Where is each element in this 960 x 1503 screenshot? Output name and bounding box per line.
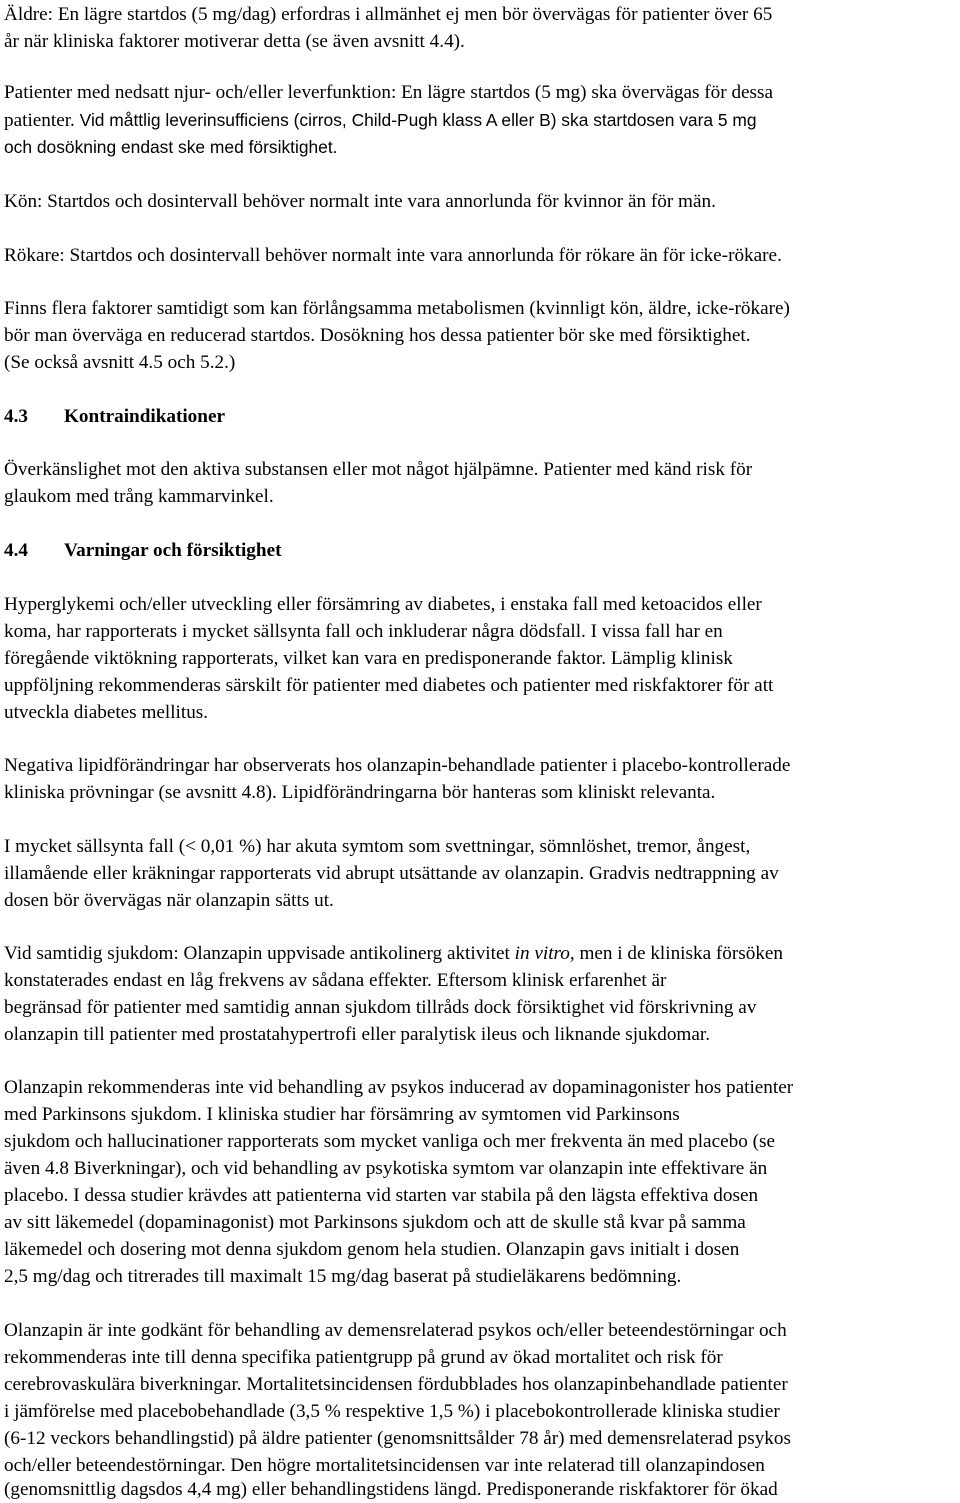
text-line: och/eller beteendestörningar. Den högre mortalitetsincidensen var inte relaterad till olanzapindosen xyxy=(4,1455,765,1476)
text-line: Olanzapin är inte godkänt för behandling av demensrelaterad psykos och/eller beteendestörningar och xyxy=(4,1320,787,1341)
section-heading-4-3 xyxy=(4,403,225,430)
text-line: av sitt läkemedel (dopaminagonist) mot Parkinsons sjukdom och att de skulle stå kvar på samma xyxy=(4,1212,746,1233)
text-segment-sans: Vid måttlig leverinsufficiens (cirros, Child-Pugh klass A eller B) ska startdosen vara 5 mg xyxy=(79,110,757,130)
text-segment: men i de kliniska försöken xyxy=(574,943,784,964)
text-line: (6-12 veckors behandlingstid) på äldre patienter (genomsnittsålder 78 år) med demensrelaterad psykos xyxy=(4,1428,791,1449)
text-line: Olanzapin rekommenderas inte vid behandling av psykos inducerad av dopaminagonister hos patienter xyxy=(4,1077,794,1098)
text-line: Äldre: En lägre startdos (5 mg/dag) erfordras i allmänhet ej men bör övervägas för patienter över 65 xyxy=(4,4,773,25)
text-line: (Se också avsnitt 4.5 och 5.2.) xyxy=(4,352,236,373)
text-line: (genomsnittlig dagsdos 4,4 mg) eller behandlingstidens längd. Predisponerande riskfaktorer för ökad xyxy=(4,1479,778,1500)
section-number: 4.4 xyxy=(4,540,28,561)
text-line: olanzapin till patienter med prostatahypertrofi eller paralytisk ileus och liknande sjukdomar. xyxy=(4,1024,710,1045)
text-line: Negativa lipidförändringar har observerats hos olanzapin-behandlade patienter i placebo-kontrollerade xyxy=(4,755,791,776)
text-line: kliniska prövningar (se avsnitt 4.8). Lipidförändringarna bör hanteras som kliniskt relevanta. xyxy=(4,782,716,803)
text-line: med Parkinsons sjukdom. I kliniska studier har försämring av symtomen vid Parkinsons xyxy=(4,1104,680,1125)
text-line: även 4.8 Biverkningar), och vid behandling av psykotiska symtom var olanzapin inte effektivare än xyxy=(4,1158,768,1179)
text-line: I mycket sällsynta fall (< 0,01 %) har akuta symtom som svettningar, sömnlöshet, tremor, ångest, xyxy=(4,836,751,857)
text-line: uppföljning rekommenderas särskilt för patienter med diabetes och patienter med riskfaktorer för att xyxy=(4,675,774,696)
text-line: Patienter med nedsatt njur- och/eller leverfunktion: En lägre startdos (5 mg) ska övervägas för dessa xyxy=(4,82,773,103)
italic-term: in vitro, xyxy=(514,943,575,964)
text-line: bör man överväga en reducerad startdos. Dosökning hos dessa patienter bör ske med försiktighet. xyxy=(4,325,751,346)
section-title: Varningar och försiktighet xyxy=(64,540,282,561)
text-line: Rökare: Startdos och dosintervall behöver normalt inte vara annorlunda för rökare än för icke-rökare. xyxy=(4,245,782,266)
text-line: cerebrovaskulära biverkningar. Mortalitetsincidensen fördubblades hos olanzapinbehandlade patienter xyxy=(4,1374,788,1395)
text-line: glaukom med trång kammarvinkel. xyxy=(4,486,274,507)
text-segment: patienter. xyxy=(4,110,75,131)
text-line: Hyperglykemi och/eller utveckling eller försämring av diabetes, i enstaka fall med ketoacidos eller xyxy=(4,594,762,615)
text-line: sjukdom och hallucinationer rapporterats som mycket vanliga och mer frekventa än med placebo (se xyxy=(4,1131,775,1152)
section-number: 4.3 xyxy=(4,406,28,427)
text-line: illamående eller kräkningar rapporterats vid abrupt utsättande av olanzapin. Gradvis nedtrappning av xyxy=(4,863,779,884)
text-line: och dosökning endast ske med försiktighet. xyxy=(4,137,338,157)
text-line: placebo. I dessa studier krävdes att patienterna vid starten var stabila på den lägsta effektiva dosen xyxy=(4,1185,759,1206)
text-line: utveckla diabetes mellitus. xyxy=(4,702,209,723)
text-line: rekommenderas inte till denna specifika patientgrupp på grund av ökad mortalitet och risk för xyxy=(4,1347,723,1368)
section-heading-4-4 xyxy=(4,537,281,564)
text-line: 2,5 mg/dag och titrerades till maximalt 15 mg/dag baserat på studieläkarens bedömning. xyxy=(4,1266,682,1287)
text-line xyxy=(4,940,783,967)
text-line: läkemedel och dosering mot denna sjukdom genom hela studien. Olanzapin gavs initialt i dosen xyxy=(4,1239,740,1260)
text-line: begränsad för patienter med samtidig annan sjukdom tillråds dock försiktighet vid förskrivning av xyxy=(4,997,757,1018)
section-title: Kontraindikationer xyxy=(64,406,225,427)
text-line: koma, har rapporterats i mycket sällsynta fall och inkluderar några dödsfall. I vissa fall har en xyxy=(4,621,723,642)
text-line: år när kliniska faktorer motiverar detta (se även avsnitt 4.4). xyxy=(4,31,465,52)
text-line: föregående viktökning rapporterats, vilket kan vara en predisponerande faktor. Lämplig klinisk xyxy=(4,648,733,669)
text-line: Överkänslighet mot den aktiva substansen eller mot något hjälpämne. Patienter med känd risk för xyxy=(4,459,753,480)
text-segment: Vid samtidig sjukdom: Olanzapin uppvisade antikolinerg aktivitet xyxy=(4,943,515,964)
text-line: dosen bör övervägas när olanzapin sätts ut. xyxy=(4,890,334,911)
text-line xyxy=(4,107,757,134)
text-line: konstaterades endast en låg frekvens av sådana effekter. Eftersom klinisk erfarenhet är xyxy=(4,970,667,991)
text-line: Kön: Startdos och dosintervall behöver normalt inte vara annorlunda för kvinnor än för män. xyxy=(4,191,716,212)
text-line: i jämförelse med placebobehandlade (3,5 % respektive 1,5 %) i placebokontrollerade kliniska studier xyxy=(4,1401,780,1422)
text-line: Finns flera faktorer samtidigt som kan förlångsamma metabolismen (kvinnligt kön, äldre, icke-rökare) xyxy=(4,298,790,319)
